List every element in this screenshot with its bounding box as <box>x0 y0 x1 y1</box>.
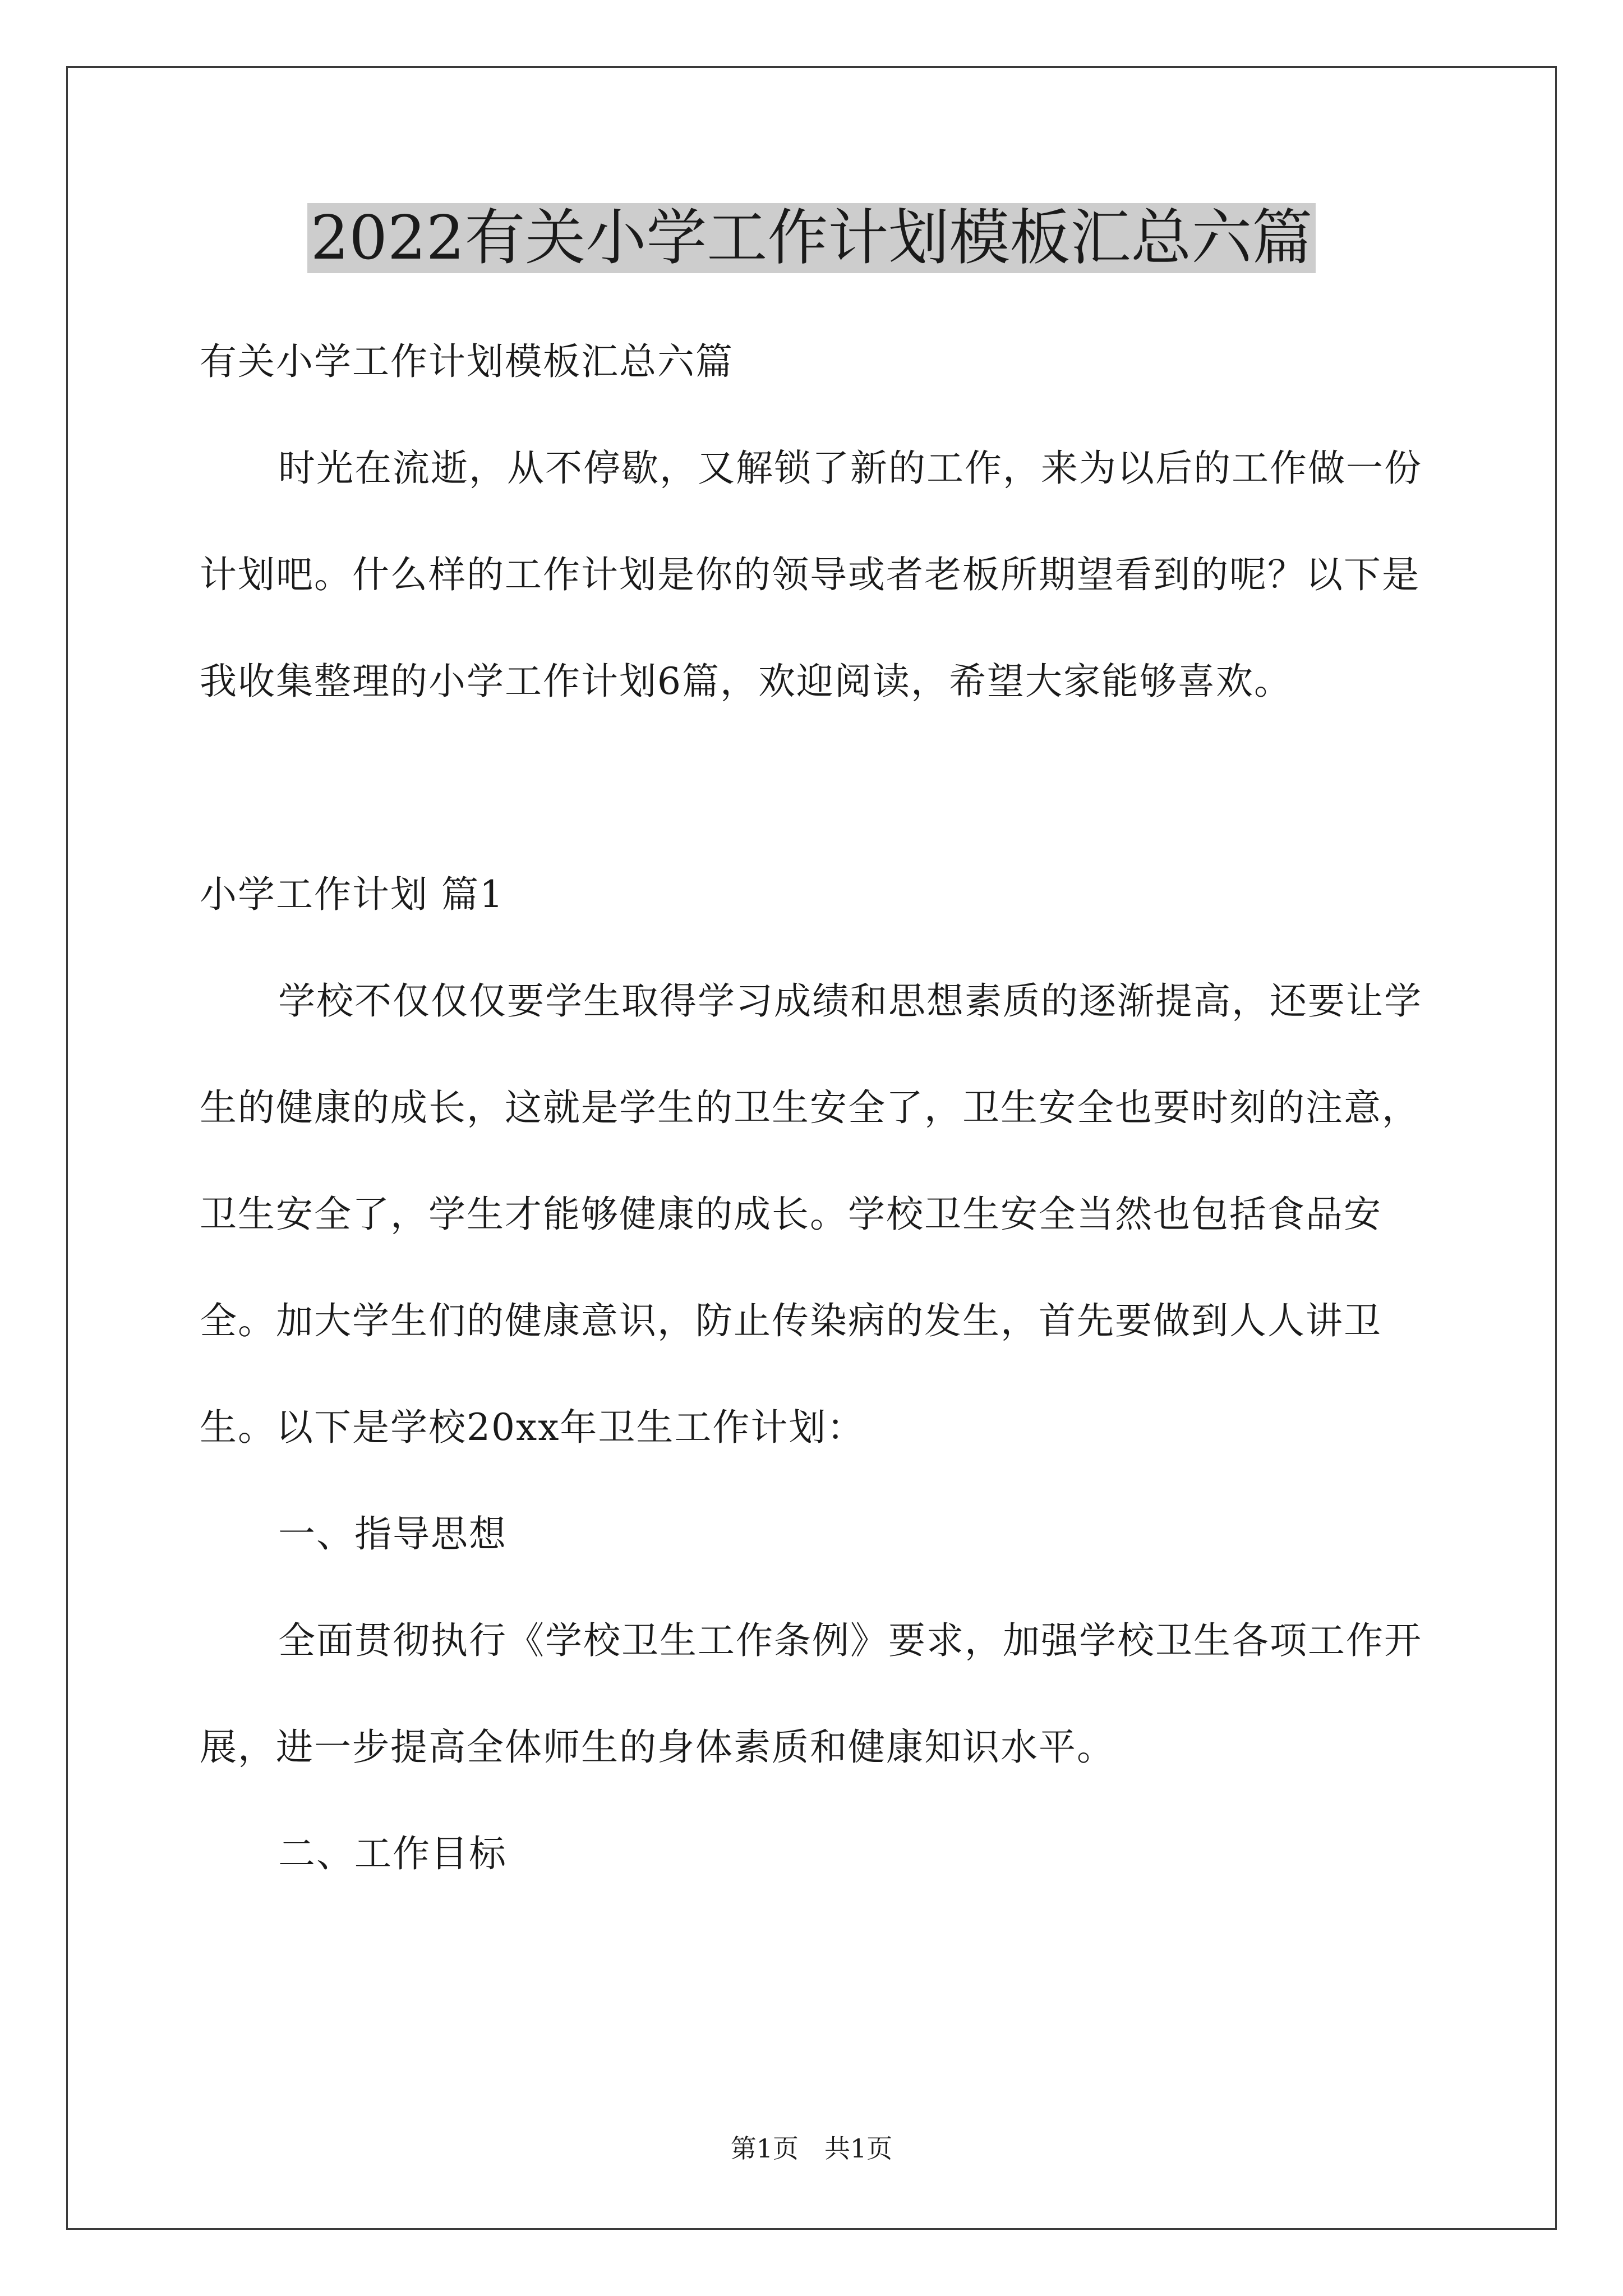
section-heading: 小学工作计划 篇1 <box>200 873 504 916</box>
document-subtitle: 有关小学工作计划模板汇总六篇 <box>200 340 734 383</box>
document-title <box>0 199 1623 278</box>
document-body <box>200 309 1439 1907</box>
guiding-ideology-paragraph: 全面贯彻执行《学校卫生工作条例》要求，加强学校卫生各项工作开展，进一步提高全体师生的身体素质和健康知识水平。 <box>200 1619 1422 1769</box>
subheading-work-goals: 二、工作目标 <box>278 1832 507 1875</box>
section-spacer <box>200 735 1439 841</box>
subheading-guiding-ideology: 一、指导思想 <box>278 1512 507 1556</box>
page-footer: 第1页 共1页 <box>730 2133 893 2164</box>
intro-paragraph: 时光在流逝，从不停歇，又解锁了新的工作，来为以后的工作做一份计划吧。什么样的工作计划是你的领导或者老板所期望看到的呢？以下是我收集整理的小学工作计划6篇，欢迎阅读，希望大家能够喜欢。 <box>200 447 1422 703</box>
section-paragraph: 学校不仅仅仅要学生取得学习成绩和思想素质的逐渐提高，还要让学生的健康的成长，这就是学生的卫生安全了，卫生安全也要时刻的注意，卫生安全了，学生才能够健康的成长。学校卫生安全当然也包括食品安全。加大学生们的健康意识，防止传染病的发生，首先要做到人人讲卫生。以下是学校20xx年卫生工作计划： <box>200 979 1422 1449</box>
document-title-text: 2022有关小学工作计划模板汇总六篇 <box>307 203 1316 273</box>
